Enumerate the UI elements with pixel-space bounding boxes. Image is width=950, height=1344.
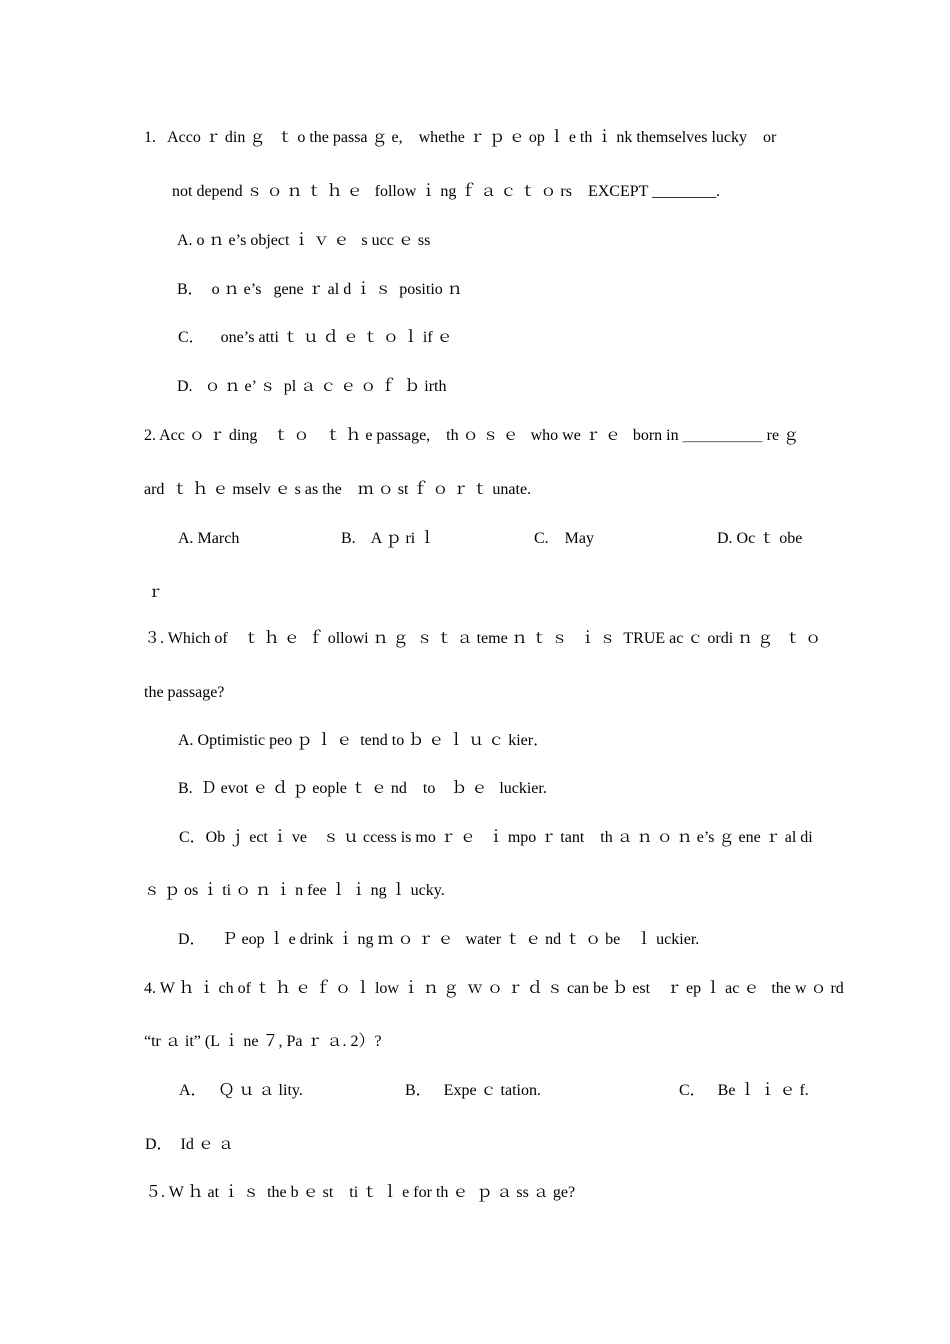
q4-option-a: A． Ｑ ｕ ａ lity. [179,1082,303,1099]
q4-option-c: C． Be ｌ ｉ ｅ f. [679,1082,809,1099]
q2-stem-line-1: 2. Acc ｏ ｒ ding ｔ ｏ ｔ ｈ e passage, th ｏ ｓ ｅ who we ｒ ｅ born in ＿＿＿＿＿ re ｇ [144,427,800,444]
q1-option-d: D. ｏ ｎ e’ ｓ pl ａ ｃ ｅ ｏ ｆ ｂ irth [177,378,447,395]
q3-option-d: D． Ｐ eop ｌ e drink ｉ ng ｍ ｏ ｒ ｅ water ｔ ｅ nd ｔ ｏ be ｌ uckier. [178,931,700,948]
q5-stem-line-1: ５. W ｈ at ｉ ｓ the b ｅ st ti ｔ ｌ e for th ｅ ｐ ａ ss ａ ge? [145,1184,576,1201]
q2-option-d: D. Oc ｔ obe [717,530,803,547]
q1-option-c: C． one’s atti ｔ ｕ ｄ ｅ ｔ ｏ ｌ if ｅ [178,329,453,346]
q2-option-d-wrap: ｒ [147,584,164,601]
q4-stem-line-1: 4. W ｈ ｉ ch of ｔ ｈ ｅ ｆ ｏ ｌ low ｉ ｎ ｇ ｗ ｏ ｒ ｄ ｓ can be ｂ est ｒ ep ｌ ac ｅ the w ｏ rd [144,980,844,997]
q3-option-c-line-2: ｓ ｐ os ｉ ti ｏ ｎ ｉ n fee ｌ ｉ ng ｌ ucky. [144,882,445,899]
q2-option-a: A. March [178,530,240,547]
q3-stem-line-1: ３. Which of ｔ ｈ ｅ ｆ ollowi ｎ ｇ ｓ ｔ ａ teme ｎ ｔ ｓ ｉ ｓ TRUE ac ｃ ordi ｎ ｇ ｔ ｏ [144,630,822,647]
q2-stem-line-2: ard ｔ ｈ ｅ mselv ｅ s as the ｍ ｏ st ｆ ｏ ｒ ｔ unate. [144,481,532,498]
q1-stem-line-2: not depend ｓ ｏ ｎ ｔ ｈ ｅ follow ｉ ng ｆ ａ ｃ ｔ ｏ rs EXCEPT ________. [172,183,721,200]
q4-option-d: D． Id ｅ ａ [145,1136,234,1153]
q3-stem-line-2: the passage? [144,684,225,701]
q4-option-b: B． Expe ｃ tation. [405,1082,541,1099]
q3-option-a: A. Optimistic peo ｐ ｌ ｅ tend to ｂ ｅ ｌ ｕ ｃ kier． [178,732,550,749]
q1-option-b: B． o ｎ e’s gene ｒ al d ｉ ｓ positio ｎ [177,281,463,298]
q3-option-b: B. Ｄ evot ｅ ｄ ｐ eople ｔ ｅ nd to ｂ ｅ luckier. [178,780,547,797]
q1-stem-line-1: 1. Acco ｒ din ｇ ｔ o the passa ｇ e, whethe ｒ ｐ ｅ op ｌ e th ｉ nk themselves lucky or [144,129,777,146]
q1-option-a: A. o ｎ e’s object ｉ ｖ ｅ s ucc ｅ ss [177,232,431,249]
q2-option-c: C. May [534,530,594,547]
q3-option-c-line-1: C．Ob ｊ ect ｉ ve ｓ ｕ ccess is mo ｒ ｅ ｉ mpo ｒ tant th ａ ｎ ｏ ｎ e’s ｇ ene ｒ al di [179,829,813,846]
q2-option-b: B. A ｐ ri ｌ [341,530,436,547]
q4-stem-line-2: “tr ａ it” (L ｉ ne ７, Pa ｒ ａ. 2）? [144,1033,382,1050]
